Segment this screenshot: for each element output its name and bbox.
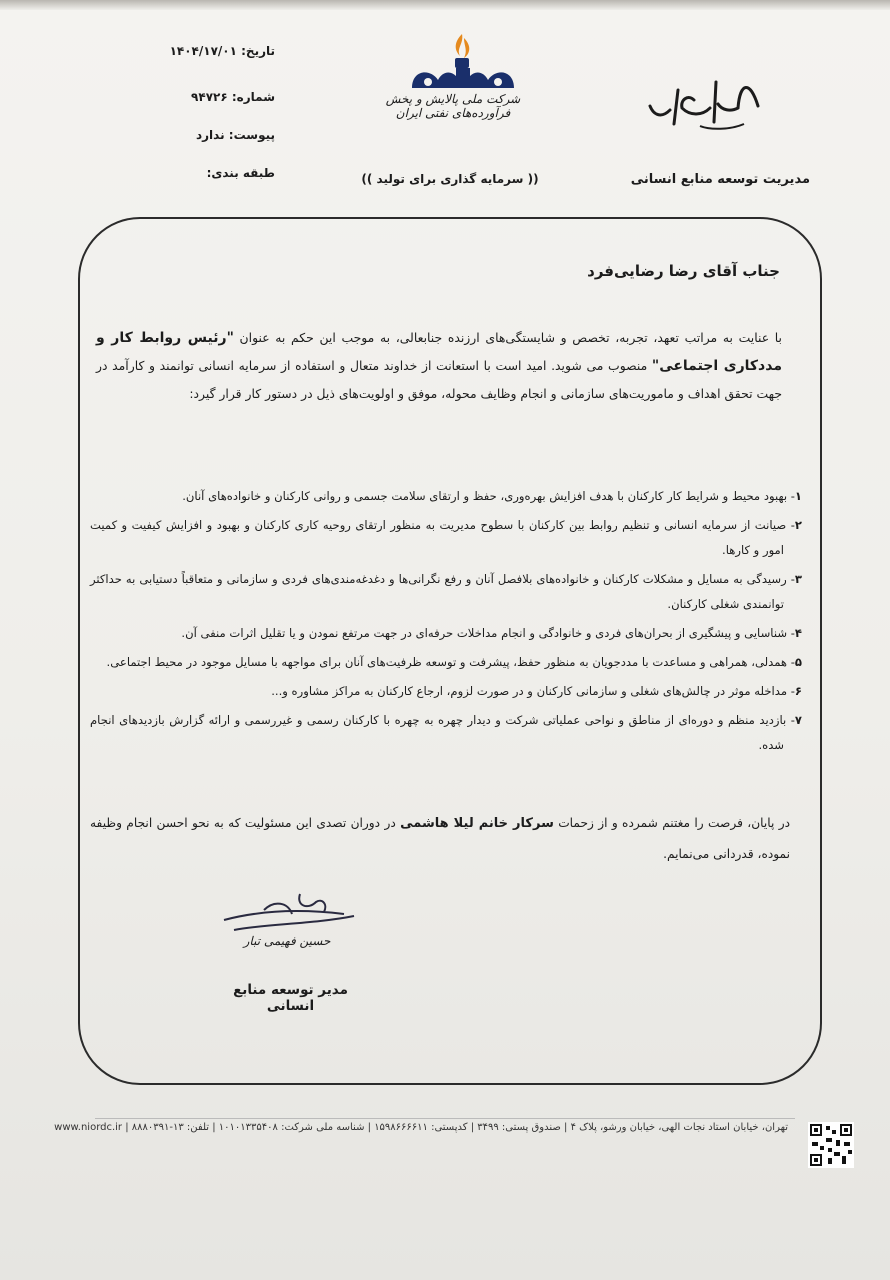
predecessor-name: سرکار خانم لیلا هاشمی [400, 816, 554, 831]
item-text: شناسایی و پیشگیری از بحران‌های فردی و خانوادگی و انجام مداخلات حرفه‌ای در جهت مرتفع نمودن و یا تقلیل اثرات منفی آن. [181, 626, 788, 640]
intro-text-1: با عنایت به مراتب تعهد، تجربه، تخصص و شایستگی‌های ارزنده جنابعالی، به موجب این حکم به عنوان [233, 330, 782, 345]
list-item: ۳- رسیدگی به مسایل و مشکلات کارکنان و خانواده‌های بلافصل آنان و رفع نگرانی‌ها و دغدغه‌مندی‌های فردی و سازمانی و متعاقباً دستیابی به حداکثر توانمندی شغلی کارکنان. [90, 572, 802, 611]
list-item: ۵- همدلی، همراهی و مساعدت با مددجویان به منظور حفظ، پیشرفت و توسعه ظرفیت‌های آنان برای مواجهه با مسایل موجود در محیط اجتماعی. [106, 655, 802, 669]
company-name: شرکت ملی پالایش و پخش فرآورده‌های نفتی ایران [385, 92, 521, 120]
handwritten-signature [204, 880, 364, 960]
slogan: (( سرمایه گذاری برای تولید )) [361, 172, 539, 186]
item-number: ۶ [794, 684, 802, 698]
list-item: ۷- بازدید منظم و دوره‌ای از مناطق و نواحی عملیاتی شرکت و دیدار چهره به چهره با کارکنان رسمی و غیررسمی و ارائه گزارش بازدیدهای انجام شده. [90, 713, 802, 752]
item-text: بازدید منظم و دوره‌ای از مناطق و نواحی عملیاتی شرکت و دیدار چهره به چهره با کارکنان رسمی و غیررسمی و ارائه گزارش بازدیدهای انجام شده. [90, 713, 787, 752]
classification-field: طبقه بندی: [206, 166, 275, 180]
item-text: مداخله موثر در چالش‌های شغلی و سازمانی کارکنان و در صورت لزوم، ارجاع کارکنان به مراکز مشاوره و... [271, 684, 788, 698]
item-text: بهبود محیط و شرایط کار کارکنان با هدف افزایش بهره‌وری، حفظ و ارتقای سلامت جسمی و روانی کارکنان و خانواده‌های آنان. [182, 489, 788, 503]
date-field: تاریخ: ۱۴۰۴/۱۷/۰۱ [169, 44, 275, 58]
item-number: ۱ [794, 489, 802, 503]
list-item: ۶- مداخله موثر در چالش‌های شغلی و سازمانی کارکنان و در صورت لزوم، ارجاع کارکنان به مراکز مشاوره و... [271, 684, 802, 698]
item-text: همدلی، همراهی و مساعدت با مددجویان به منظور حفظ، پیشرفت و توسعه ظرفیت‌های آنان برای مواجهه با مسایل موجود در محیط اجتماعی. [106, 655, 788, 669]
closing-paragraph [90, 808, 790, 869]
signer-position: مدیر توسعه منابع انسانی [233, 982, 348, 1014]
qr-code-icon [808, 1122, 854, 1168]
item-number: ۳ [794, 572, 802, 586]
addressee: جناب آقای رضا رضایی‌فرد [587, 262, 780, 280]
list-item: ۲- صیانت از سرمایه انسانی و تنظیم روابط بین کارکنان با سطوح مدیریت به منظور ارتقای روحیه کاری کارکنان و بهبود و افزایش کیفیت و کمیت امور و کارها. [90, 518, 802, 557]
closing-text-1: در پایان، فرصت را مغتنم شمرده و از زحمات [553, 816, 791, 830]
basmeh-calligraphy [640, 60, 770, 140]
item-text: صیانت از سرمایه انسانی و تنظیم روابط بین کارکنان با سطوح مدیریت به منظور ارتقای روحیه کاری کارکنان و بهبود و افزایش کیفیت و کمیت امور و کارها. [90, 518, 787, 557]
department-name: مدیریت توسعه منابع انسانی [630, 172, 810, 187]
closing-text-2: در دوران تصدی این مسئولیت که به نحو احسن انجام وظیفه نموده، قدردانی می‌نمایم. [90, 816, 790, 861]
item-number: ۵ [794, 655, 802, 669]
number-field: شماره: ۹۴۷۲۶ [191, 90, 275, 104]
footer-divider [95, 1118, 795, 1119]
priority-list [90, 484, 802, 762]
list-item: ۴- شناسایی و پیشگیری از بحران‌های فردی و خانوادگی و انجام مداخلات حرفه‌ای در جهت مرتفع نمودن و یا تقلیل اثرات منفی آن. [181, 626, 802, 640]
footer-address: تهران، خیابان استاد نجات الهی، خیابان ورشو، پلاک ۴ | صندوق پستی: ۳۴۹۹ | کدپستی: ۱۵۹۸۶۶۶۶۱۱ | شناسه ملی شرکت: ۱۰۱۰۱۳۳۵۴۰۸ | تلفن: ۱۳-۸۸۸۰۳۹۱ | www.niordc.ir [54, 1122, 788, 1133]
item-number: ۴ [794, 626, 802, 640]
page-edge-shadow [0, 0, 890, 10]
list-item: ۱- بهبود محیط و شرایط کار کارکنان با هدف افزایش بهره‌وری، حفظ و ارتقای سلامت جسمی و روانی کارکنان و خانواده‌های آنان. [182, 489, 802, 503]
attachment-field: پیوست: ندارد [195, 128, 275, 142]
appointment-title: "رئیس روابط کار و مددکاری اجتماعی" [96, 330, 782, 374]
item-number: ۷ [794, 713, 802, 727]
intro-paragraph [96, 324, 782, 407]
item-number: ۲ [794, 518, 802, 532]
item-text: رسیدگی به مسایل و مشکلات کارکنان و خانواده‌های بلافصل آنان و رفع نگرانی‌ها و دغدغه‌مندی‌های فردی و سازمانی و متعاقباً دستیابی به حداکثر توانمندی شغلی کارکنان. [90, 572, 787, 611]
signer-name: حسین فهیمی تبار [243, 934, 331, 948]
intro-text-2: منصوب می شوید. امید است با استعانت از خداوند متعال و استفاده از سرمایه انسانی توانمند و کارآمد در جهت تحقق اهداف و ماموریت‌های سازمانی و انجام وظایف محوله، موفق و اولویت‌های ذیل در دستور کار قرار گیرد: [96, 358, 782, 401]
